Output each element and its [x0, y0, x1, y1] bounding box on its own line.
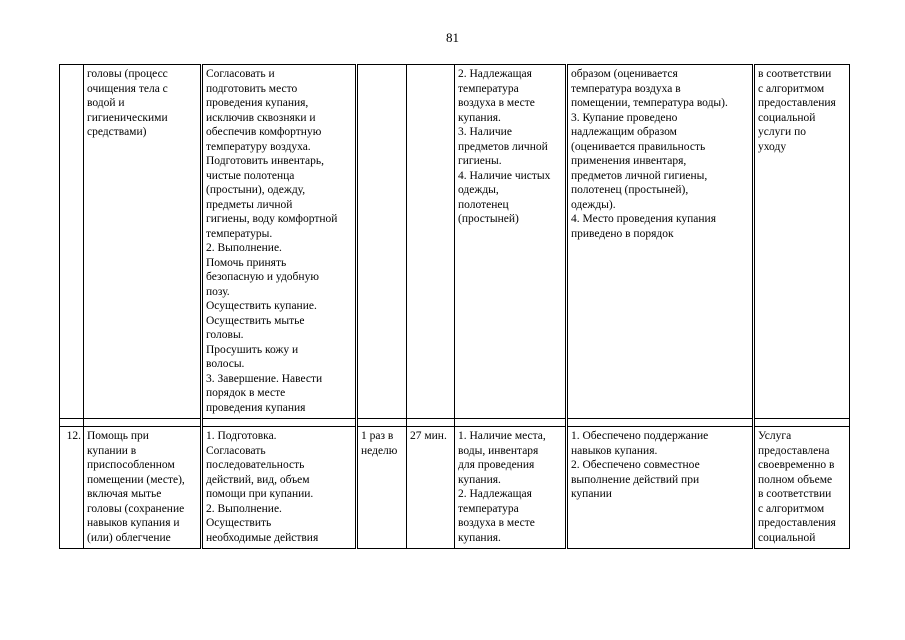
quality-cell: Услуга предоставлена своевременно в полном объеме в соответствии с алгоритмом предоставления социальной [754, 427, 850, 549]
row-number-cell [60, 65, 84, 419]
separator-cell [60, 419, 84, 427]
service-actions-cell: Согласовать и подготовить место проведения купания, исключив сквозняки и обеспечив комфортную температуру воздуха. Подготовить инвентарь, чистые полотенца (простыни), одежду, предметы личной гигиены, воду комфортной температуры. 2. Выполнение. Помочь принять безопасную и удобную позу. Осуществить купание. Осуществить мытье головы. Просушить кожу и волосы. 3. Завершение. Навести порядок в месте проведения купания [202, 65, 357, 419]
page-number: 81 [446, 30, 459, 45]
service-name-cell: Помощь при купании в приспособленном помещении (месте), включая мытье головы (сохранение навыков купания и (или) облегчение [84, 427, 202, 549]
results-cell: 1. Обеспечено поддержание навыков купания. 2. Обеспечено совместное выполнение действий при купании [567, 427, 754, 549]
separator-cell [754, 419, 850, 427]
row-number-cell: 12. [60, 427, 84, 549]
service-name-cell: головы (процесс очищения тела с водой и гигиеническими средствами) [84, 65, 202, 419]
conditions-cell: 2. Надлежащая температура воздуха в месте купания. 3. Наличие предметов личной гигиены. 4. Наличие чистых одежды, полотенец (простыней) [455, 65, 567, 419]
separator-cell [202, 419, 357, 427]
services-table [59, 64, 850, 549]
frequency-cell: 1 раз в неделю [357, 427, 407, 549]
separator-cell [567, 419, 754, 427]
separator-cell [357, 419, 407, 427]
duration-cell [407, 65, 455, 419]
quality-cell: в соответствии с алгоритмом предоставления социальной услуги по уходу [754, 65, 850, 419]
results-cell: образом (оценивается температура воздуха в помещении, температура воды). 3. Купание проведено надлежащим образом (оценивается правильность применения инвентаря, предметов личной гигиены, полотенец (простыней), одежды). 4. Место проведения купания приведено в порядок [567, 65, 754, 419]
separator-cell [84, 419, 202, 427]
conditions-cell: 1. Наличие места, воды, инвентаря для проведения купания. 2. Надлежащая температура воздуха в месте купания. [455, 427, 567, 549]
frequency-cell [357, 65, 407, 419]
service-actions-cell: 1. Подготовка. Согласовать последовательность действий, вид, объем помощи при купании. 2. Выполнение. Осуществить необходимые действия [202, 427, 357, 549]
table-row [60, 427, 850, 549]
row-separator [60, 419, 850, 427]
table-row [60, 65, 850, 419]
separator-cell [407, 419, 455, 427]
separator-cell [455, 419, 567, 427]
duration-cell: 27 мин. [407, 427, 455, 549]
